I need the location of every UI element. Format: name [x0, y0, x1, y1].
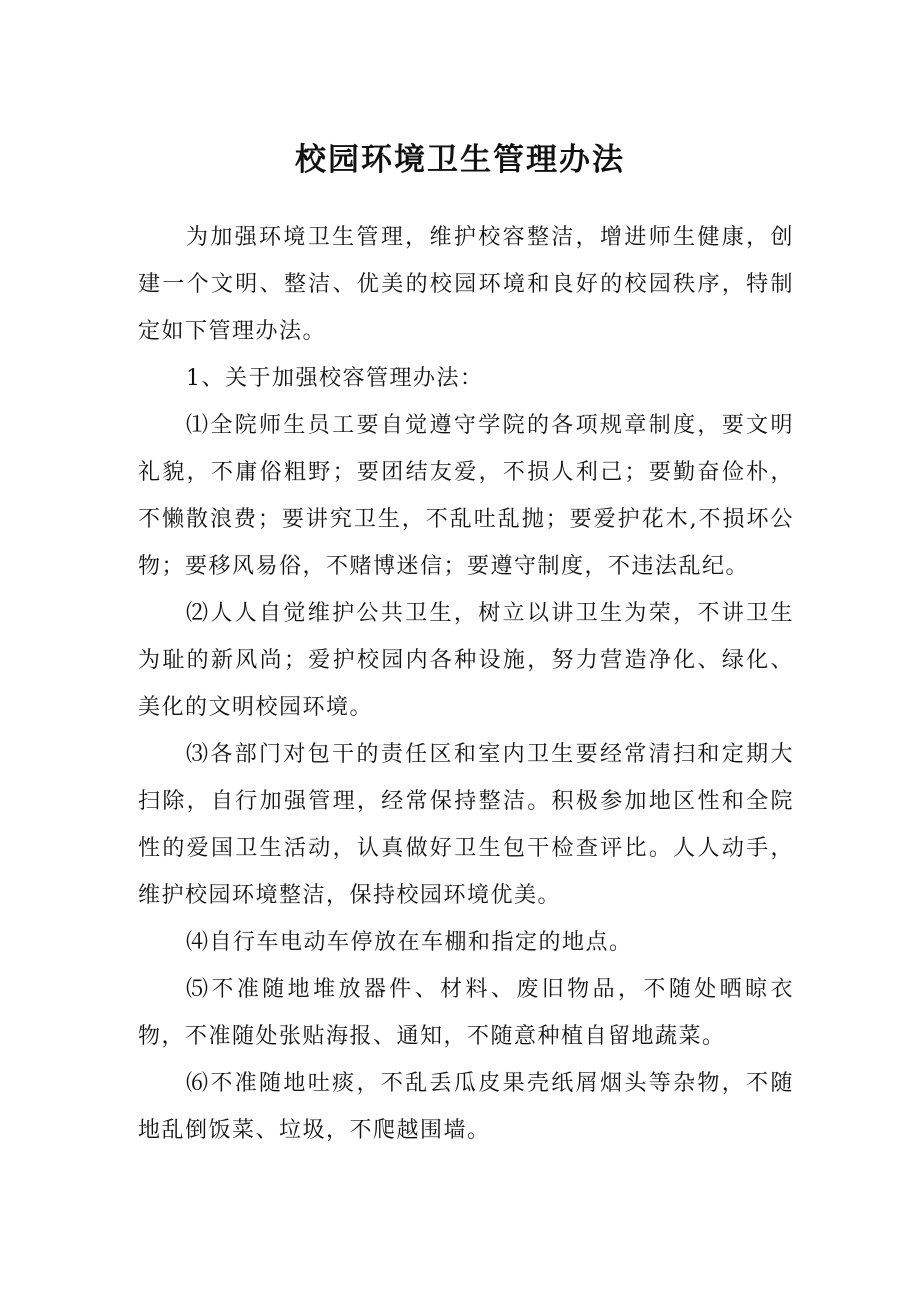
rule-paragraph-2: ⑵人人自觉维护公共卫生，树立以讲卫生为荣，不讲卫生为耻的新风尚；爱护校园内各种设施，努力营造净化、绿化、美化的文明校园环境。 — [138, 601, 794, 720]
document-title: 校园环境卫生管理办法 — [295, 142, 625, 178]
rule-paragraph-1: ⑴全院师生员工要自觉遵守学院的各项规章制度，要文明礼貌，不庸俗粗野；要团结友爱，不损人利己；要勤奋俭朴，不懒散浪费；要讲究卫生，不乱吐乱抛；要爱护花木,不损坏公物；要移风易俗，不赌博迷信；要遵守制度，不违法乱纪。 — [138, 413, 794, 579]
document-body — [138, 214, 794, 1154]
rule-paragraph-6: ⑹不准随地吐痰，不乱丢瓜皮果壳纸屑烟头等杂物，不随地乱倒饭菜、垃圾，不爬越围墙。 — [138, 1071, 794, 1143]
section-heading: 1、关于加强校容管理办法： — [186, 366, 484, 391]
rule-paragraph-4: ⑷自行车电动车停放在车棚和指定的地点。 — [186, 930, 633, 955]
intro-paragraph: 为加强环境卫生管理，维护校容整洁，增进师生健康，创建一个文明、整洁、优美的校园环境和良好的校园秩序，特制定如下管理办法。 — [138, 225, 794, 344]
rule-paragraph-3: ⑶各部门对包干的责任区和室内卫生要经常清扫和定期大扫除，自行加强管理，经常保持整洁。积极参加地区性和全院性的爱国卫生活动，认真做好卫生包干检查评比。人人动手，维护校园环境整洁，保持校园环境优美。 — [138, 742, 794, 908]
rule-paragraph-5: ⑸不准随地堆放器件、材料、废旧物品，不随处晒晾衣物，不准随处张贴海报、通知，不随意种植自留地蔬菜。 — [138, 977, 794, 1049]
